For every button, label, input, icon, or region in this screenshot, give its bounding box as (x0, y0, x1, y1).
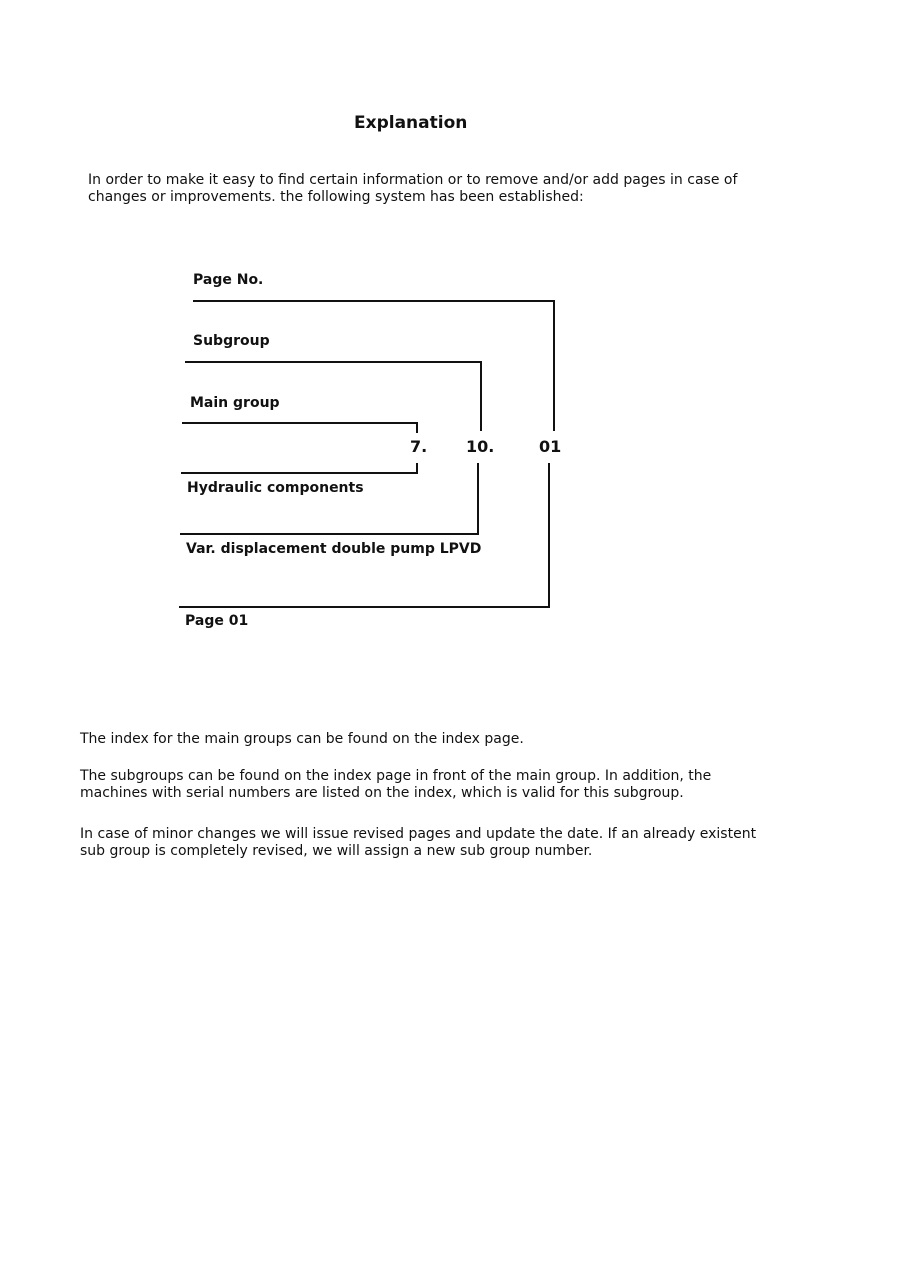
footer-paragraph-subgroups: The subgroups can be found on the index page in front of the main group. In addition, the machines with serial numbers are listed on the index, which is valid for this subgroup. (80, 768, 712, 801)
page-number: 01 (539, 437, 562, 456)
page-no-label: Page No. (193, 272, 264, 288)
subgroup-bracket-bottom (180, 533, 479, 535)
subgroup-number: 10. (466, 437, 495, 456)
page-example: Page 01 (185, 613, 249, 629)
main-group-example: Hydraulic components (187, 480, 364, 496)
subgroup-bracket-upper-vertical (480, 361, 482, 431)
page-no-bracket-top (193, 300, 555, 302)
main-group-label: Main group (190, 395, 280, 411)
page-no-bracket-lower-vertical (548, 463, 550, 608)
footer-paragraph-index: The index for the main groups can be found on the index page. (80, 731, 524, 747)
main-group-bracket-upper-vertical (416, 422, 418, 433)
page-no-bracket-bottom (179, 606, 550, 608)
page-title: Explanation (354, 113, 468, 133)
intro-paragraph: In order to make it easy to find certain information or to remove and/or add pages in case of changes or improvements. the following system has been established: (88, 172, 738, 205)
subgroup-bracket-top (185, 361, 482, 363)
subgroup-example: Var. displacement double pump LPVD (186, 541, 482, 557)
main-group-number: 7. (410, 437, 428, 456)
main-group-bracket-top (182, 422, 418, 424)
footer-paragraph-revisions: In case of minor changes we will issue revised pages and update the date. If an already existent sub group is completely revised, we will assign a new sub group number. (80, 826, 757, 859)
page-no-bracket-upper-vertical (553, 300, 555, 431)
subgroup-bracket-lower-vertical (477, 463, 479, 535)
main-group-bracket-bottom (181, 472, 418, 474)
subgroup-label: Subgroup (193, 333, 270, 349)
